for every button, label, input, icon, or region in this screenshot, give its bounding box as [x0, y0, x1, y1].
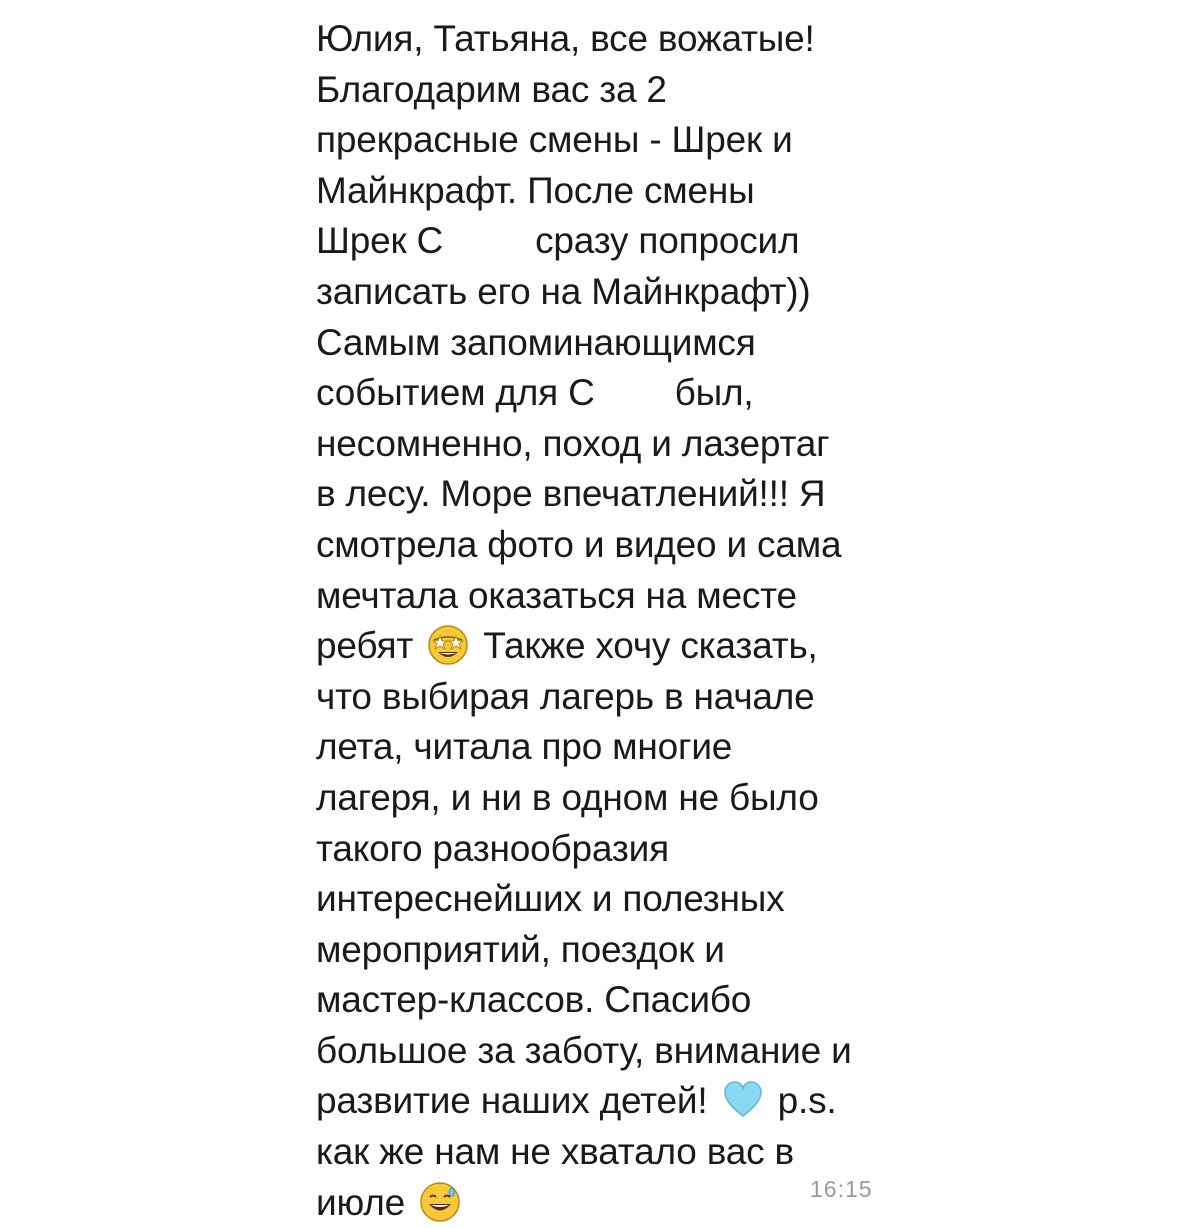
- message-line: Благодарим вас за 2: [316, 68, 667, 110]
- message-line: мечтала оказаться на месте: [316, 574, 797, 616]
- message-line: Юлия, Татьяна, все вожатые!: [316, 18, 815, 59]
- message-line: смотрела фото и видео и сама: [316, 523, 842, 565]
- message-timestamp: 16:15: [810, 1176, 873, 1202]
- grinning-sweat-icon: [419, 1181, 461, 1223]
- light-blue-heart-icon: [722, 1079, 764, 1121]
- message-line: лагеря, и ни в одном не было: [316, 776, 819, 818]
- star-struck-icon: [427, 624, 469, 666]
- message-line: лета, читала про многие: [316, 726, 733, 768]
- message-line: в лесу. Море впечатлений!!! Я: [316, 473, 826, 515]
- message-line: записать его на Майнкрафт)): [316, 270, 811, 312]
- message-line-part: сразу попросил: [535, 220, 800, 262]
- message-line-part: был,: [674, 372, 754, 414]
- message-line: [316, 216, 916, 267]
- message-line: мастер-классов. Спасибо: [316, 979, 752, 1021]
- message-line: мероприятий, поездок и: [316, 928, 725, 970]
- message-text: [316, 14, 916, 1228]
- message-line-part: p.s.: [777, 1080, 837, 1122]
- message-line-part: Также хочу сказать,: [483, 625, 818, 667]
- redacted-name: [443, 227, 535, 257]
- message-line: что выбирая лагерь в начале: [316, 675, 815, 717]
- message-line: такого разнообразия: [316, 827, 669, 869]
- message-line: большое за заботу, внимание и: [316, 1029, 852, 1071]
- message-line: [316, 368, 916, 419]
- message-line-part: развитие наших детей!: [316, 1080, 708, 1122]
- message-line-part: событием для С: [316, 372, 595, 414]
- message-line-part: Шрек С: [316, 220, 444, 262]
- redacted-name: [595, 379, 675, 409]
- message-line: прекрасные смены - Шрек и: [316, 119, 793, 161]
- message-line: Майнкрафт. После смены: [316, 169, 755, 211]
- message-line: [316, 621, 916, 672]
- message-line: несомненно, поход и лазертаг: [316, 422, 830, 464]
- message-line-part: июле: [316, 1181, 405, 1223]
- message-line: интереснейших и полезных: [316, 878, 785, 920]
- message-line: Самым запоминающимся: [316, 321, 756, 363]
- message-line: как же нам не хватало вас в: [316, 1131, 795, 1173]
- message-line: [316, 1076, 916, 1127]
- message-line-part: ребят: [316, 625, 414, 667]
